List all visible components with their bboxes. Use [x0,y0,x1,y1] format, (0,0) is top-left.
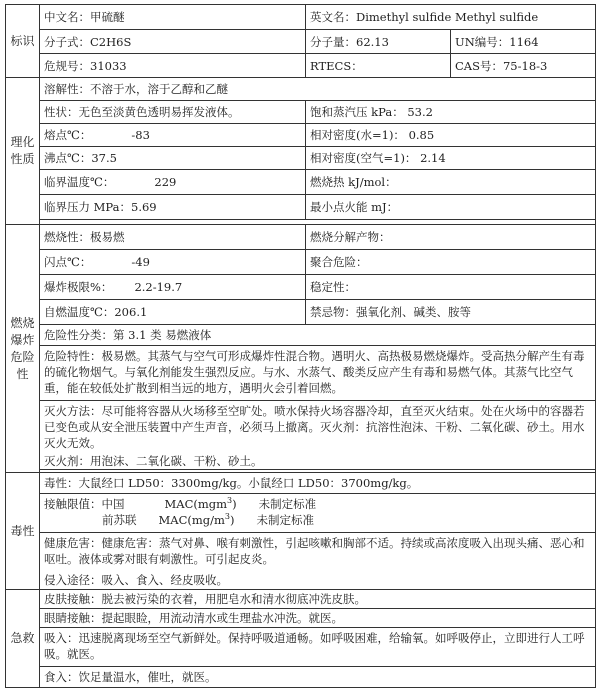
english-name: 英文名：Dimethyl sulfide Methyl sulfide [306,5,596,30]
mac-china: MAC(mgm$^3$) [164,496,237,511]
country-china: 中国 [101,497,125,511]
health-hazard: 健康危害：健康危害：蒸气对鼻、喉有刺激性，引起咳嗽和胸部不适。持续或高浓度吸入出现头痛、恶心和呕吐。液体或雾对眼有刺激性。可引起皮炎。 [40,533,596,572]
standard-ussr: 未制定标准 [256,513,315,527]
eye-contact: 眼睛接触：提起眼睑，用流动清水或生理盐水冲洗。就医。 [40,609,596,628]
critical-temperature-value: 229 [154,175,177,189]
flammability: 燃烧性：极易燃 [40,225,306,250]
exposure-limit-ussr [44,512,591,528]
skin-contact: 皮肤接触：脱去被污染的衣着，用肥皂水和清水彻底冲洗皮肤。 [40,590,596,609]
hazard-characteristics: 危险特性：极易燃。其蒸气与空气可形成爆炸性混合物。遇明火、高热极易燃烧爆炸。受高热分解产生有毒的硫化物烟气。与氧化剂能发生强烈反应。与水、水蒸气、酸类反应产生有毒和易燃气体。其蒸气比空气重，能在较低处扩散到相当远的地方，遇明火会引着回燃。 [40,346,596,401]
critical-temperature [40,170,306,195]
section-physical-chemical: 理化性质 [6,78,40,225]
explosive-limits-label: 爆炸极限%： [44,280,113,294]
explosive-limits-value: 2.2-19.7 [134,280,183,294]
un-number: UN编号：1164 [451,30,596,54]
solubility: 溶解性：不溶于水，溶于乙醇和乙醚 [40,78,596,101]
section-identification: 标识 [6,5,40,78]
min-ignition-energy: 最小点火能 mJ： [306,195,596,220]
hazard-class: 危险性分类：第 3.1 类 易燃液体 [40,325,596,346]
rtecs: RTECS： [306,54,451,78]
decomposition-products: 燃烧分解产物： [306,225,596,250]
melting-point [40,124,306,147]
msds-table [5,4,596,688]
mac-ussr: $MAC(mg/m^3)$ [158,512,235,527]
exposure-limit-china [44,496,591,512]
chinese-name: 中文名：甲硫醚 [40,5,306,30]
relative-density-air: 相对密度(空气=1)： 2.14 [306,147,596,170]
exposure-route: 侵入途径：吸入、食入、经皮吸收。 [40,571,596,590]
hazard-regulation-number: 危规号：31033 [40,54,306,78]
melting-point-value: -83 [131,128,150,142]
molecular-formula: 分子式：C2H6S [40,30,306,54]
stability: 稳定性： [306,275,596,300]
inhalation: 吸入：迅速脱离现场至空气新鲜处。保持呼吸道通畅。如呼吸困难，给输氧。如呼吸停止，立即进行人工呼吸。就医。 [40,628,596,667]
extinguishing-agent: 灭火剂：用泡沫、二氧化碳、干粉、砂土。 [40,453,596,470]
exposure-limits [40,494,596,533]
incompatible-materials: 禁忌物：强氧化剂、碱类、胺等 [306,300,596,325]
country-ussr: 前苏联 [102,513,137,527]
polymerization-hazard: 聚合危险： [306,250,596,275]
explosive-limits [40,275,306,300]
melting-point-label: 熔点℃： [44,128,92,142]
section-first-aid: 急救 [6,590,40,688]
vapor-pressure: 饱和蒸汽压 kPa： 53.2 [306,101,596,124]
molecular-weight: 分子量：62.13 [306,30,451,54]
combustion-heat: 燃烧热 kJ/mol： [306,170,596,195]
flash-point [40,250,306,275]
exposure-limit-head: 接触限值： [44,497,102,511]
relative-density-water: 相对密度(水=1)： 0.85 [306,124,596,147]
flash-point-value: -49 [131,255,150,269]
appearance: 性状：无色至淡黄色透明易挥发液体。 [40,101,306,124]
boiling-point: 沸点℃：37.5 [40,147,306,170]
extinguishing-method: 灭火方法：尽可能将容器从火场移至空旷处。喷水保持火场容器冷却，直至灭火结束。处在火场中的容器若已变色或从安全泄压装置中产生声音，必须马上撤离。灭火剂：抗溶性泡沫、干粉、二氧化碳、砂土。用水灭火无效。 [40,401,596,454]
autoignition-temperature: 自燃温度℃：206.1 [40,300,306,325]
section-toxicity: 毒性 [6,473,40,590]
cas-number: CAS号：75-18-3 [451,54,596,78]
standard-china: 未制定标准 [258,497,317,511]
critical-pressure: 临界压力 MPa：5.69 [40,195,306,220]
toxicity: 毒性：大鼠经口 LD50：3300mg/kg。小鼠经口 LD50：3700mg/kg。 [40,473,596,494]
flash-point-label: 闪点℃： [44,255,92,269]
section-fire-explosion: 燃烧爆炸危险性 [6,225,40,473]
critical-temperature-label: 临界温度℃： [44,175,115,189]
ingestion: 食入：饮足量温水，催吐，就医。 [40,667,596,688]
